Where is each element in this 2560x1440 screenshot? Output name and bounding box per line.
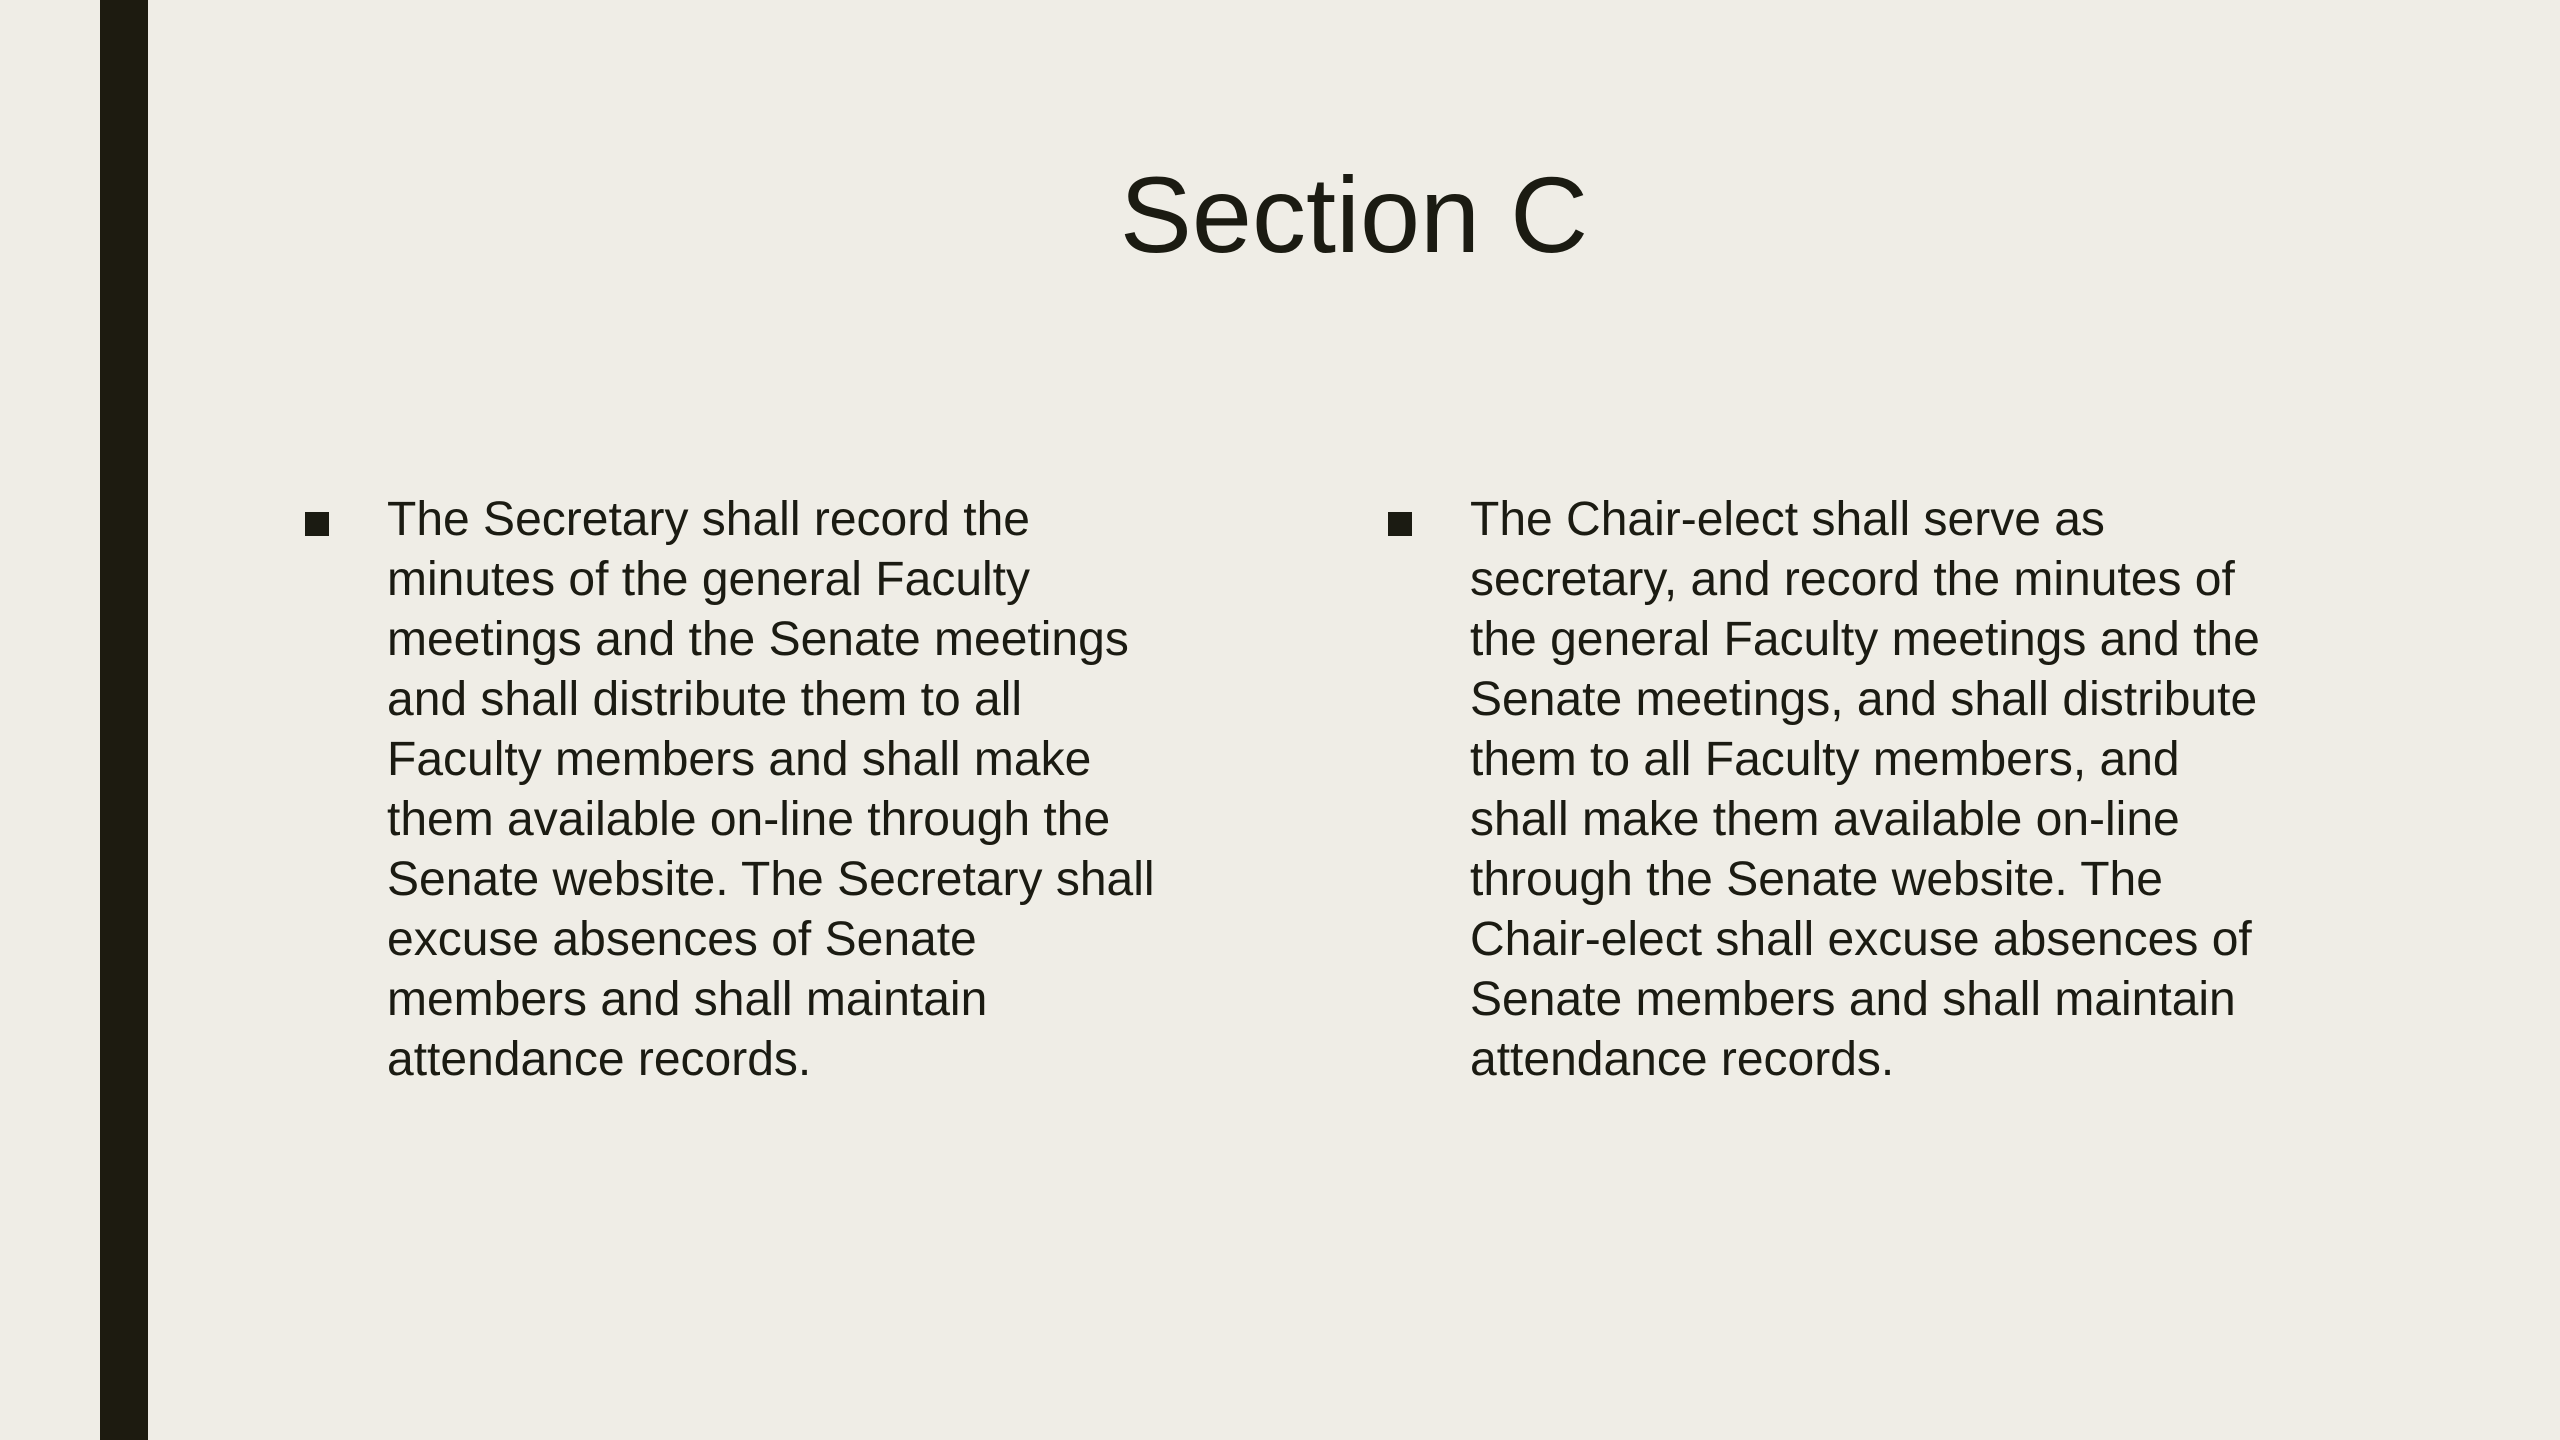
right-bullet-text: The Chair-elect shall serve as secretary, and record the minutes of the general Faculty meetings and the Senate meetings, and shall distribute them to all Faculty members, and shall make them available on-line through the Senate website. The Chair-elect shall excuse absences of Senate members and shall maintain attendance records. xyxy=(1470,493,2260,1086)
left-bullet-text: The Secretary shall record the minutes of the general Faculty meetings and the Senate meetings and shall distribute them to all Faculty members and shall make them available on-line through the Senate website. The Secretary shall excuse absences of Senate members and shall maintain attendance records. xyxy=(387,493,1155,1086)
slide-title: Section C xyxy=(1119,154,1589,275)
accent-bar xyxy=(100,0,148,1440)
square-bullet-icon xyxy=(1388,512,1412,536)
square-bullet-icon xyxy=(305,512,329,536)
